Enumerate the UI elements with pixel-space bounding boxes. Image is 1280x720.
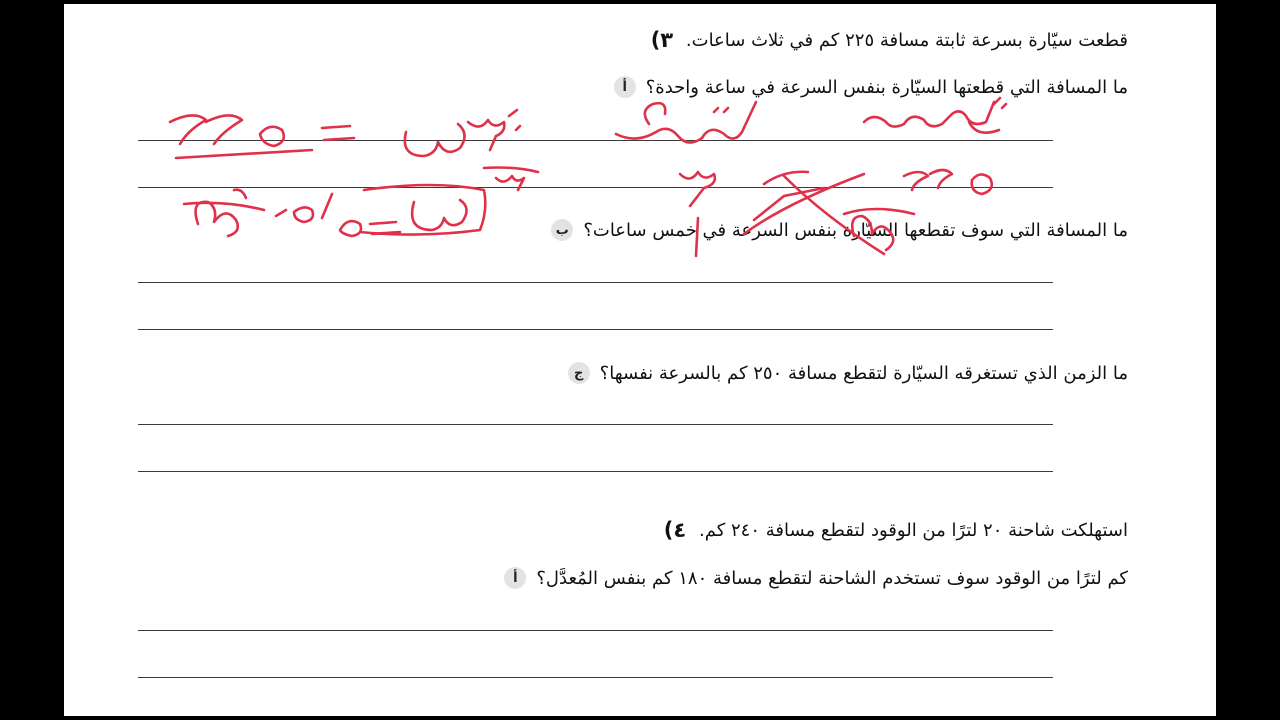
part-b-text: ما المسافة التي سوف تقطعها السيّارة بنفس السرعة في خمس ساعات؟ xyxy=(583,219,1128,241)
ink-word-time xyxy=(616,102,756,143)
question-3 xyxy=(650,28,1128,52)
worksheet-page xyxy=(64,4,1216,716)
ink-eq-top xyxy=(170,110,520,156)
answer-line xyxy=(138,630,1053,631)
question-3-part-c xyxy=(568,362,1128,384)
answer-line xyxy=(138,677,1053,678)
question-3-number: ٣) xyxy=(650,28,674,52)
question-3-text: قطعت سيّارة بسرعة ثابتة مسافة ٢٢٥ كم في ثلاث ساعات. xyxy=(685,29,1128,51)
part-c-badge: ج xyxy=(568,362,590,384)
part-b-badge: ب xyxy=(551,219,573,241)
answer-line xyxy=(138,140,1053,141)
question-4-number: ٤) xyxy=(663,518,687,542)
question-4 xyxy=(663,518,1128,542)
ink-eq-bottom xyxy=(184,185,485,236)
answer-line xyxy=(138,187,1053,188)
ink-word-distance xyxy=(864,98,1006,133)
question-4-text: استهلكت شاحنة ٢٠ لترًا من الوقود لتقطع مسافة ٢٤٠ كم. xyxy=(699,519,1128,541)
ink-number-225 xyxy=(904,170,992,194)
question-3-part-b xyxy=(551,219,1128,241)
part-a-badge: أ xyxy=(504,567,526,589)
handwritten-annotations xyxy=(64,4,1216,716)
part-a-text: كم لترًا من الوقود سوف تستخدم الشاحنة لتقطع مسافة ١٨٠ كم بنفس المُعدَّل؟ xyxy=(536,567,1128,589)
ink-fraction-bar xyxy=(176,150,538,190)
ink-cross xyxy=(744,172,884,254)
answer-line xyxy=(138,424,1053,425)
part-a-text: ما المسافة التي قطعتها السيّارة بنفس السرعة في ساعة واحدة؟ xyxy=(645,76,1128,98)
answer-line xyxy=(138,329,1053,330)
part-a-badge: أ xyxy=(614,76,636,98)
question-3-part-a xyxy=(614,76,1128,98)
answer-line xyxy=(138,471,1053,472)
answer-line xyxy=(138,282,1053,283)
part-c-text: ما الزمن الذي تستغرقه السيّارة لتقطع مسافة ٢٥٠ كم بالسرعة نفسها؟ xyxy=(599,362,1128,384)
ink-number-3 xyxy=(680,172,715,206)
question-4-part-a xyxy=(504,567,1128,589)
